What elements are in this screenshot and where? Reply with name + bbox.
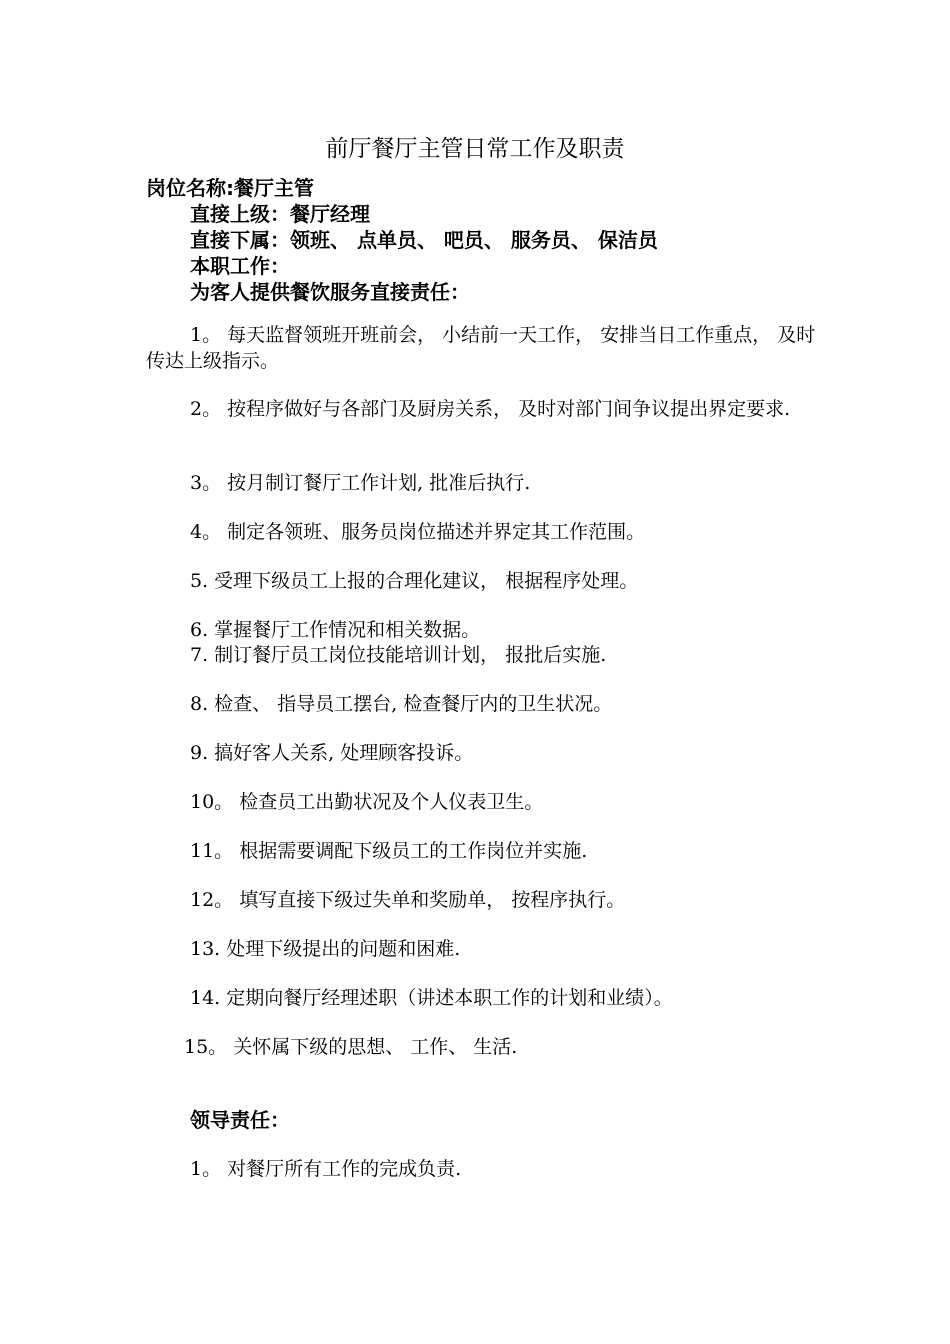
- duties-heading: 本职工作：: [190, 254, 290, 278]
- direct-subordinates: 直接下属：领班、 点单员、 吧员、 服务员、 保洁员: [190, 228, 658, 252]
- list-item: 8. 检查、 指导员工摆台, 检查餐厅内的卫生状况。: [190, 693, 613, 715]
- list-item: 14. 定期向餐厅经理述职（讲述本职工作的计划和业绩）。: [190, 987, 673, 1009]
- list-item: 1。 对餐厅所有工作的完成负责.: [190, 1158, 462, 1180]
- leadership-heading: 领导责任：: [190, 1108, 290, 1132]
- list-item: 10。 检查员工出勤状况及个人仪表卫生。: [190, 791, 544, 813]
- list-item: 1。 每天监督领班开班前会， 小结前一天工作， 安排当日工作重点， 及时传达上级指示。: [146, 324, 816, 372]
- list-item: 3。 按月制订餐厅工作计划, 批准后执行.: [190, 472, 531, 494]
- list-item: 4。 制定各领班、服务员岗位描述并界定其工作范围。: [190, 521, 646, 543]
- service-heading: 为客人提供餐饮服务直接责任：: [190, 280, 470, 304]
- document-title: 前厅餐厅主管日常工作及职责: [325, 136, 625, 162]
- list-item: 9. 搞好客人关系, 处理顾客投诉。: [190, 742, 474, 764]
- list-item: 2。 按程序做好与各部门及厨房关系， 及时对部门间争议提出界定要求.: [190, 398, 791, 420]
- list-item: 5. 受理下级员工上报的合理化建议， 根据程序处理。: [190, 570, 639, 592]
- list-item: 6. 掌握餐厅工作情况和相关数据。: [190, 619, 481, 641]
- list-item: 13. 处理下级提出的问题和困难.: [190, 938, 461, 960]
- list-item: 15。 关怀属下级的思想、 工作、 生活.: [184, 1036, 518, 1058]
- direct-superior: 直接上级：餐厅经理: [190, 202, 370, 226]
- position-name: 岗位名称:餐厅主管: [146, 176, 314, 200]
- list-item: 12。 填写直接下级过失单和奖励单， 按程序执行。: [190, 889, 626, 911]
- list-item: 7. 制订餐厅员工岗位技能培训计划， 报批后实施.: [190, 644, 607, 666]
- list-item: 11。 根据需要调配下级员工的工作岗位并实施.: [190, 840, 588, 862]
